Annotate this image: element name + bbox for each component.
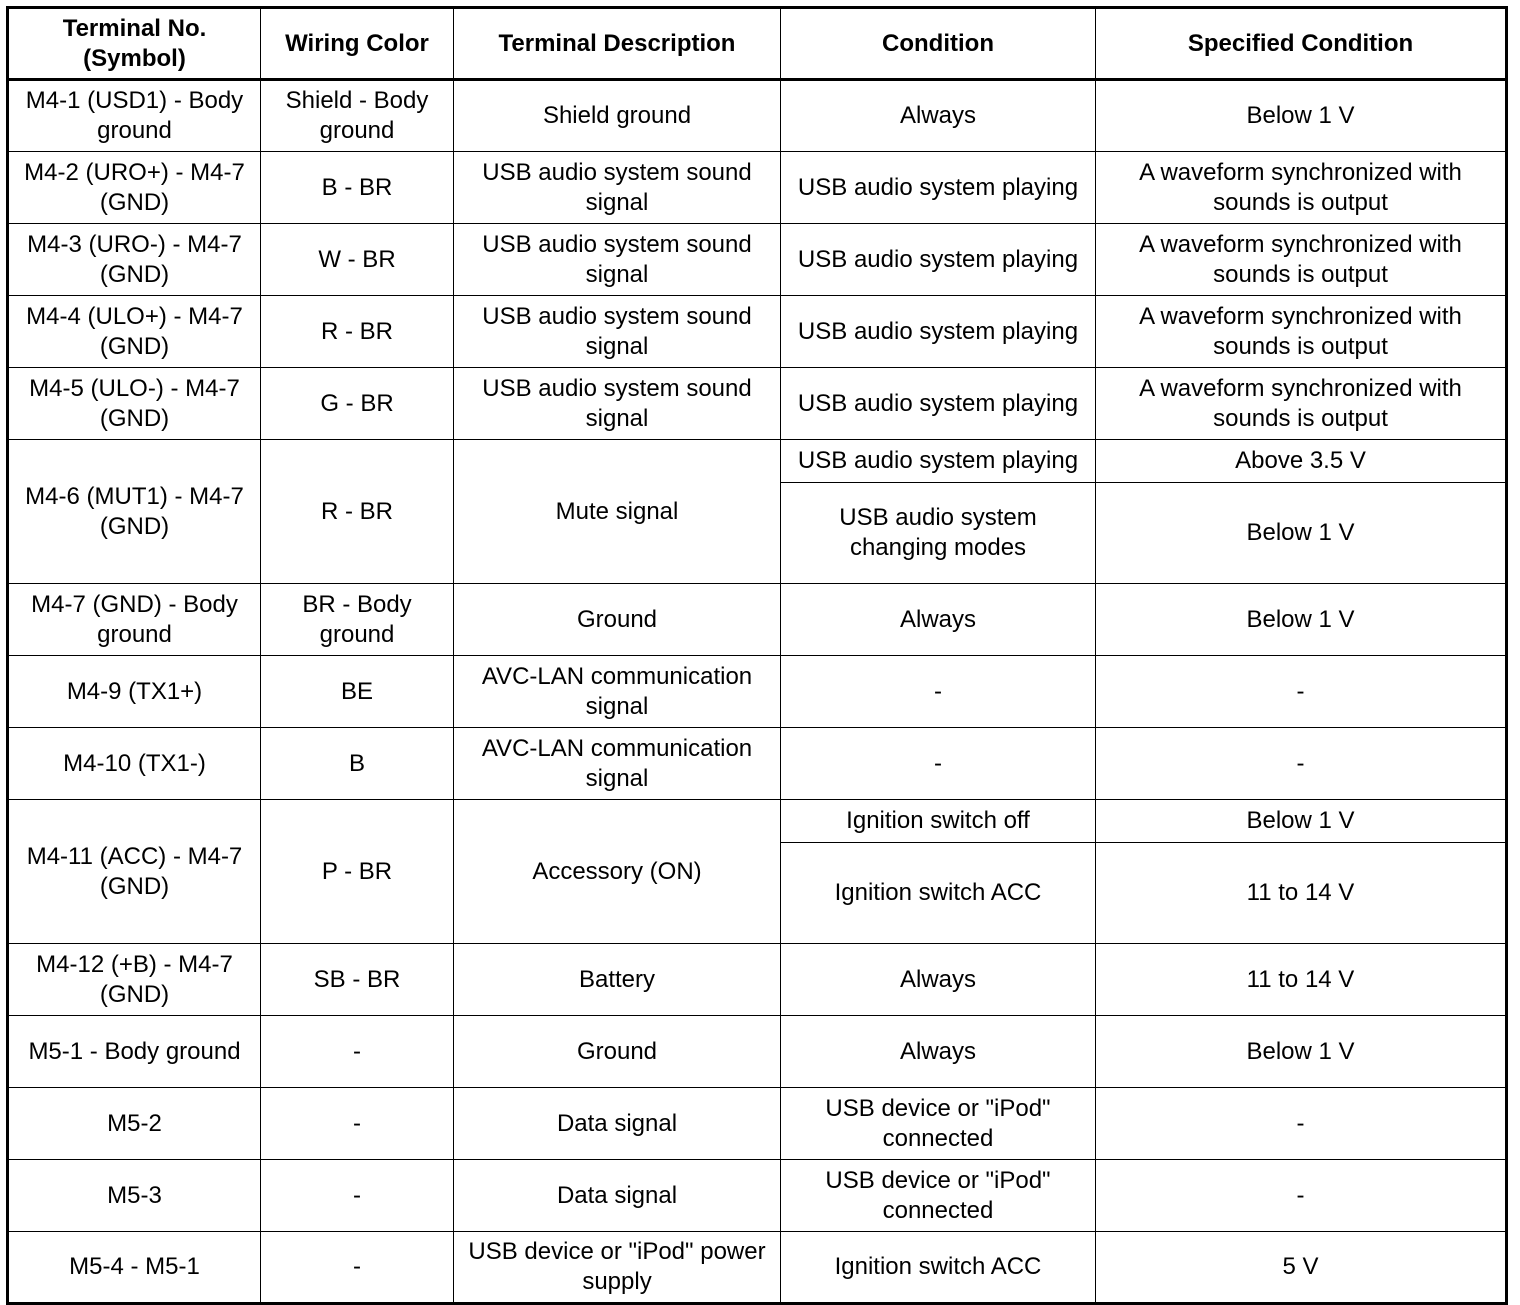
wiring-color-cell: W - BR <box>261 224 454 296</box>
specified-condition-cell: - <box>1096 728 1507 800</box>
header-terminal-description: Terminal Description <box>454 8 781 80</box>
description-cell: Data signal <box>454 1160 781 1232</box>
wiring-color-cell: - <box>261 1016 454 1088</box>
terminal-table <box>6 6 1508 1305</box>
wiring-color-cell: SB - BR <box>261 944 454 1016</box>
specified-condition-cell: Below 1 V <box>1096 584 1507 656</box>
table-row <box>8 656 1507 728</box>
specified-condition-cell: 11 to 14 V <box>1096 843 1507 944</box>
terminal-cell: M4-1 (USD1) - Body ground <box>8 80 261 152</box>
description-cell: Ground <box>454 1016 781 1088</box>
condition-cell: Always <box>781 1016 1096 1088</box>
terminal-cell: M4-4 (ULO+) - M4-7 (GND) <box>8 296 261 368</box>
specified-condition-cell: 5 V <box>1096 1232 1507 1304</box>
condition-cell: - <box>781 656 1096 728</box>
condition-cell: Always <box>781 80 1096 152</box>
condition-cell: USB device or "iPod" connected <box>781 1160 1096 1232</box>
header-wiring-color: Wiring Color <box>261 8 454 80</box>
specified-condition-cell: A waveform synchronized with sounds is output <box>1096 296 1507 368</box>
header-row <box>8 8 1507 80</box>
table-row <box>8 800 1507 843</box>
table-row <box>8 224 1507 296</box>
specified-condition-cell: - <box>1096 656 1507 728</box>
terminal-cell: M4-11 (ACC) - M4-7 (GND) <box>8 800 261 944</box>
table-row <box>8 584 1507 656</box>
description-cell: Accessory (ON) <box>454 800 781 944</box>
specified-condition-cell: - <box>1096 1088 1507 1160</box>
description-cell: USB audio system sound signal <box>454 296 781 368</box>
specified-condition-cell: Below 1 V <box>1096 800 1507 843</box>
terminal-cell: M4-9 (TX1+) <box>8 656 261 728</box>
wiring-color-cell: B - BR <box>261 152 454 224</box>
condition-cell: Always <box>781 944 1096 1016</box>
terminal-cell: M4-3 (URO-) - M4-7 (GND) <box>8 224 261 296</box>
terminal-cell: M4-6 (MUT1) - M4-7 (GND) <box>8 440 261 584</box>
wiring-color-cell: - <box>261 1088 454 1160</box>
description-cell: Ground <box>454 584 781 656</box>
condition-cell: Ignition switch off <box>781 800 1096 843</box>
table-row <box>8 440 1507 483</box>
terminal-cell: M4-10 (TX1-) <box>8 728 261 800</box>
specified-condition-cell: Below 1 V <box>1096 80 1507 152</box>
condition-cell: USB audio system playing <box>781 152 1096 224</box>
specified-condition-cell: - <box>1096 1160 1507 1232</box>
description-cell: Mute signal <box>454 440 781 584</box>
terminal-cell: M4-2 (URO+) - M4-7 (GND) <box>8 152 261 224</box>
table-row <box>8 296 1507 368</box>
condition-cell: USB audio system playing <box>781 368 1096 440</box>
condition-cell: USB device or "iPod" connected <box>781 1088 1096 1160</box>
description-cell: Data signal <box>454 1088 781 1160</box>
wiring-color-cell: R - BR <box>261 296 454 368</box>
specified-condition-cell: Above 3.5 V <box>1096 440 1507 483</box>
description-cell: USB audio system sound signal <box>454 368 781 440</box>
condition-cell: - <box>781 728 1096 800</box>
table-row <box>8 368 1507 440</box>
description-cell: Battery <box>454 944 781 1016</box>
description-cell: Shield ground <box>454 80 781 152</box>
header-specified-condition: Specified Condition <box>1096 8 1507 80</box>
table-row <box>8 80 1507 152</box>
description-cell: USB audio system sound signal <box>454 224 781 296</box>
header-condition: Condition <box>781 8 1096 80</box>
wiring-color-cell: Shield - Body ground <box>261 80 454 152</box>
terminal-cell: M5-1 - Body ground <box>8 1016 261 1088</box>
table-body <box>8 80 1507 1304</box>
table-row <box>8 1088 1507 1160</box>
specified-condition-cell: A waveform synchronized with sounds is output <box>1096 152 1507 224</box>
terminal-cell: M4-12 (+B) - M4-7 (GND) <box>8 944 261 1016</box>
wiring-color-cell: B <box>261 728 454 800</box>
condition-cell: USB audio system changing modes <box>781 483 1096 584</box>
wiring-color-cell: G - BR <box>261 368 454 440</box>
specified-condition-cell: A waveform synchronized with sounds is output <box>1096 224 1507 296</box>
terminal-cell: M4-5 (ULO-) - M4-7 (GND) <box>8 368 261 440</box>
description-cell: USB audio system sound signal <box>454 152 781 224</box>
terminal-cell: M5-4 - M5-1 <box>8 1232 261 1304</box>
specified-condition-cell: A waveform synchronized with sounds is output <box>1096 368 1507 440</box>
condition-cell: Ignition switch ACC <box>781 843 1096 944</box>
table-row <box>8 1232 1507 1304</box>
specified-condition-cell: Below 1 V <box>1096 1016 1507 1088</box>
terminal-cell: M5-2 <box>8 1088 261 1160</box>
terminal-cell: M5-3 <box>8 1160 261 1232</box>
wiring-color-cell: R - BR <box>261 440 454 584</box>
specified-condition-cell: 11 to 14 V <box>1096 944 1507 1016</box>
table-row <box>8 728 1507 800</box>
table-row <box>8 1016 1507 1088</box>
table-row <box>8 944 1507 1016</box>
wiring-color-cell: P - BR <box>261 800 454 944</box>
terminal-cell: M4-7 (GND) - Body ground <box>8 584 261 656</box>
condition-cell: Ignition switch ACC <box>781 1232 1096 1304</box>
description-cell: AVC-LAN communication signal <box>454 728 781 800</box>
description-cell: AVC-LAN communication signal <box>454 656 781 728</box>
condition-cell: USB audio system playing <box>781 440 1096 483</box>
wiring-color-cell: - <box>261 1232 454 1304</box>
table-header <box>8 8 1507 80</box>
wiring-color-cell: BR - Body ground <box>261 584 454 656</box>
header-terminal: Terminal No. (Symbol) <box>8 8 261 80</box>
condition-cell: USB audio system playing <box>781 296 1096 368</box>
condition-cell: USB audio system playing <box>781 224 1096 296</box>
wiring-color-cell: - <box>261 1160 454 1232</box>
wiring-color-cell: BE <box>261 656 454 728</box>
table-row <box>8 152 1507 224</box>
condition-cell: Always <box>781 584 1096 656</box>
description-cell: USB device or "iPod" power supply <box>454 1232 781 1304</box>
specified-condition-cell: Below 1 V <box>1096 483 1507 584</box>
